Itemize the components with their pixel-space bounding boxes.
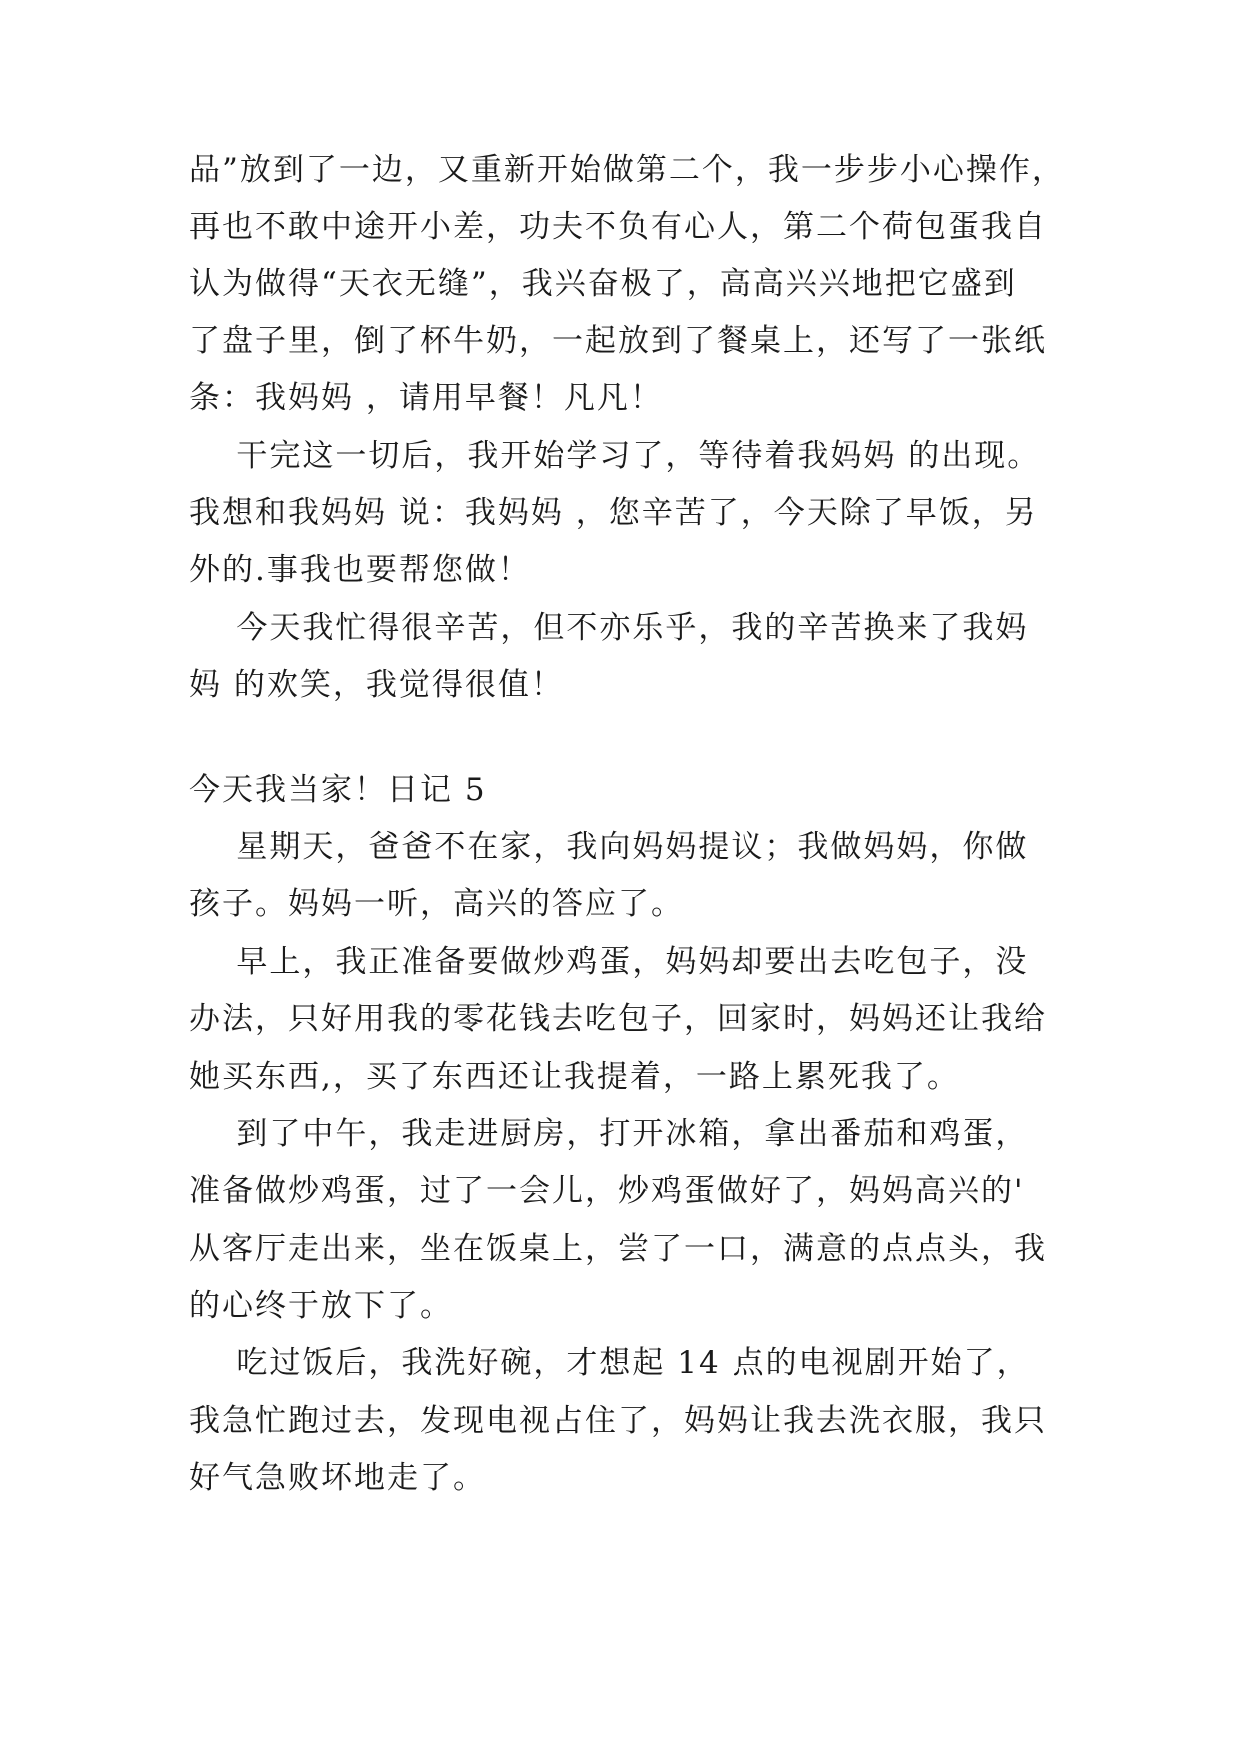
text-line: 她买东西,，买了东西还让我提着，一路上累死我了。 (189, 1059, 960, 1095)
text-line: 孩子。妈妈一听，高兴的答应了。 (189, 886, 684, 922)
text-line: 早上，我正准备要做炒鸡蛋，妈妈却要出去吃包子，没 (189, 944, 1029, 980)
text-line: 认为做得“天衣无缝”，我兴奋极了，高高兴兴地把它盛到 (189, 266, 1017, 302)
text-line: 外的.事我也要帮您做！ (189, 552, 531, 588)
text-line: 我想和我妈妈 说：我妈妈 ，您辛苦了，今天除了早饭，另 (189, 495, 1038, 531)
text-line: 吃过饭后，我洗好碗，才想起 14 点的电视剧开始了， (189, 1345, 1030, 1381)
text-line: 星期天，爸爸不在家，我向妈妈提议；我做妈妈，你做 (189, 829, 1029, 865)
section-title: 今天我当家！日记 5 (189, 772, 487, 808)
text-line: 好气急败坏地走了。 (189, 1460, 486, 1496)
text-line: 了盘子里，倒了杯牛奶，一起放到了餐桌上，还写了一张纸 (189, 323, 1047, 359)
text-line: 的心终于放下了。 (189, 1288, 453, 1324)
text-line: 再也不敢中途开小差，功夫不负有心人，第二个荷包蛋我自 (189, 209, 1047, 245)
text-line: 准备做炒鸡蛋，过了一会儿，炒鸡蛋做好了，妈妈高兴的' (189, 1173, 1025, 1209)
text-line: 干完这一切后，我开始学习了，等待着我妈妈 的出现。 (189, 438, 1041, 474)
text-line: 办法，只好用我的零花钱去吃包子，回家时，妈妈还让我给 (189, 1001, 1047, 1037)
text-line: 到了中午，我走进厨房，打开冰箱，拿出番茄和鸡蛋， (189, 1116, 1029, 1152)
text-line: 我急忙跑过去，发现电视占住了，妈妈让我去洗衣服，我只 (189, 1403, 1047, 1439)
text-line: 妈 的欢笑，我觉得很值！ (189, 667, 564, 703)
text-line: 今天我忙得很辛苦，但不亦乐乎，我的辛苦换来了我妈 (189, 610, 1029, 646)
text-line: 条：我妈妈 ，请用早餐！凡凡！ (189, 380, 663, 416)
text-line: 从客厅走出来，坐在饭桌上，尝了一口，满意的点点头，我 (189, 1231, 1047, 1267)
text-line: 品”放到了一边，又重新开始做第二个，我一步步小心操作， (189, 152, 1065, 188)
